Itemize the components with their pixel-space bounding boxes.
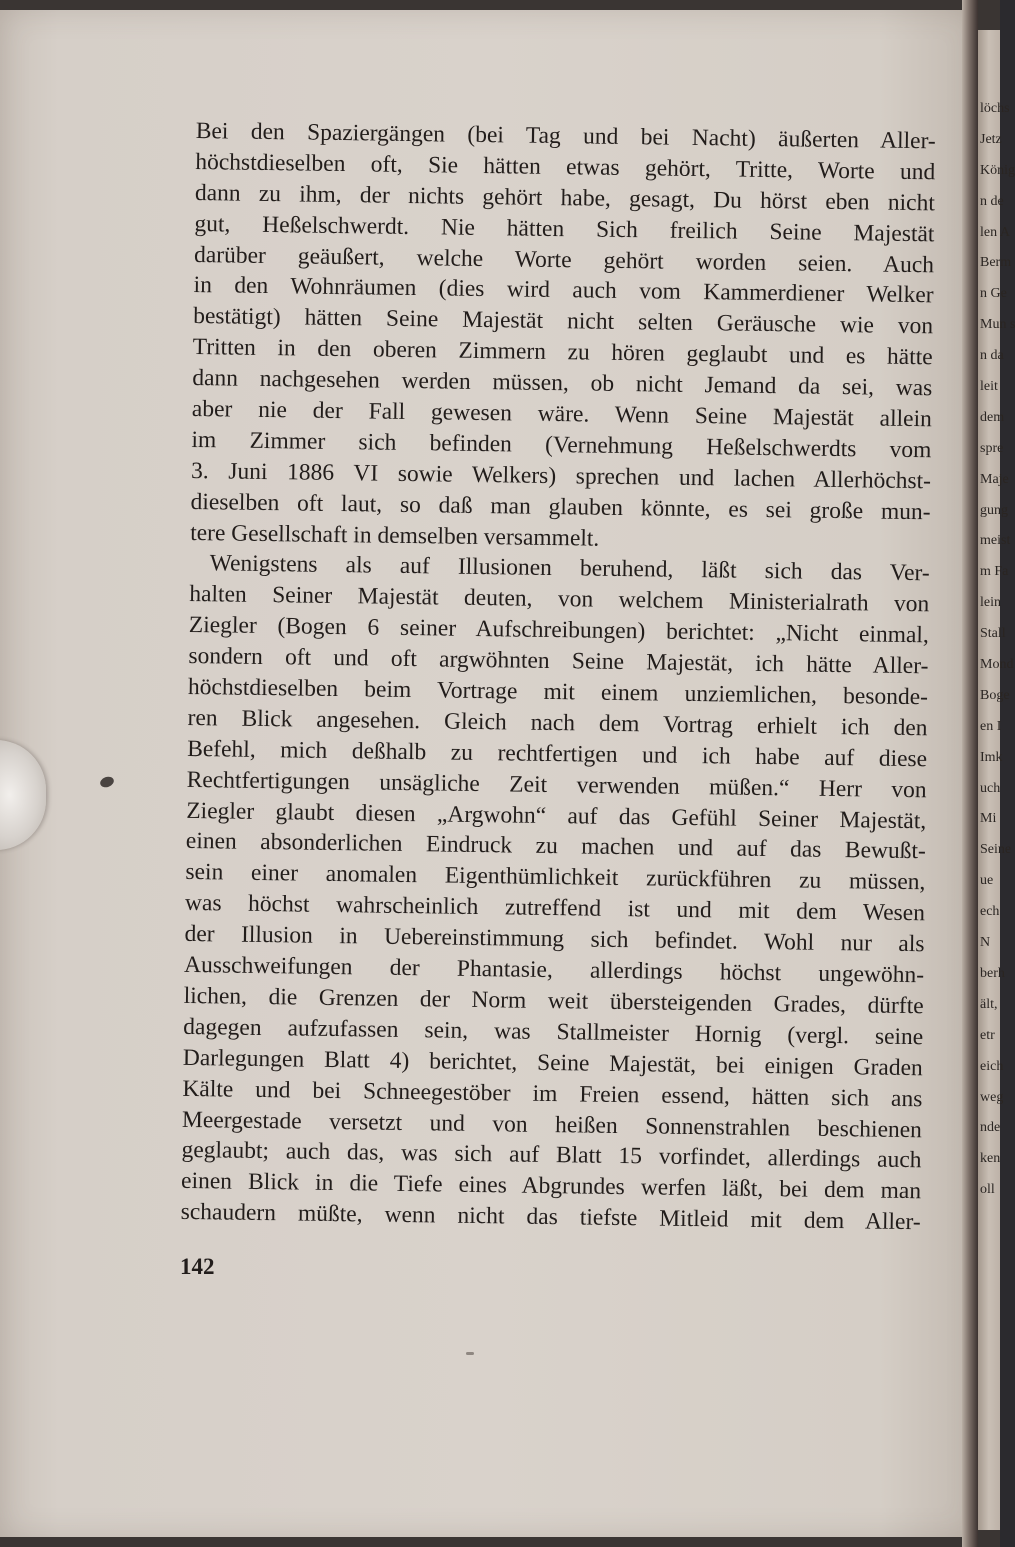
text-line: der Illusion in Uebereinstimmung sich befindet. Wohl nur als	[184, 921, 925, 958]
next-page-fragment: Imk	[980, 749, 1003, 765]
next-page-fragment: ält,	[980, 996, 998, 1012]
text-line: darüber geäußert, welche Worte gehört worden seien. Auch	[193, 241, 935, 278]
text-line: ren Blick angesehen. Gleich nach dem Vortrag erhielt ich den	[187, 704, 928, 742]
next-page-fragment: dem	[980, 409, 1005, 425]
paper-speck	[466, 1352, 474, 1355]
text-line: dieselben oft laut, so daß man glauben könnte, es sei große mun-	[190, 488, 931, 525]
next-page-edge	[978, 30, 1015, 1530]
next-page-fragment: lein	[980, 595, 1001, 611]
next-page-fragment: Jetz	[980, 131, 1002, 147]
next-page-fragment: König	[980, 162, 1015, 178]
next-page-fragment: Mun s	[980, 317, 1015, 333]
text-line: schaudern müßte, wenn nicht das tiefste Mitleid mit dem Aller-	[180, 1199, 921, 1236]
next-page-fragment: spre	[980, 440, 1004, 456]
next-page-fragment: Boge	[980, 687, 1010, 703]
ink-mark	[99, 775, 116, 789]
text-line: Bei den Spaziergängen (bei Tag und bei Nacht) äußerten Aller-	[195, 117, 936, 155]
next-page-fragment: weg	[980, 1089, 1004, 1105]
next-page-fragment: m Fa	[980, 564, 1009, 580]
text-line: einen absonderlichen Eindruck zu machen und auf das Bewußt-	[185, 828, 926, 865]
next-page-fragment: ken	[980, 1151, 1001, 1167]
next-page-fragment: len A	[980, 224, 1010, 240]
text-line: gut, Heßelschwerdt. Nie hätten Sich freilich Seine Majestät	[194, 210, 935, 247]
text-line: sein einer anomalen Eigenthümlichkeit zurückführen zu müssen,	[185, 859, 926, 896]
next-page-fragment: Maje	[980, 471, 1009, 487]
book-gutter	[962, 0, 978, 1547]
binder-ring	[0, 740, 46, 850]
next-page-fragment: Mi	[980, 811, 997, 827]
text-line: im Zimmer sich befinden (Vernehmung Heßelschwerdts vom	[191, 426, 932, 464]
next-page-fragment: eich	[980, 1058, 1004, 1074]
text-line: einen Blick in die Tiefe eines Abgrundes werfen läßt, bei dem man	[180, 1168, 922, 1205]
text-line: dagegen aufzufassen sein, was Stallmeister Hornig (vergl. seine	[183, 1013, 924, 1051]
text-line: dann nachgesehen werden müssen, ob nicht Jemand da sei, was	[192, 365, 933, 402]
next-page-fragment: ech	[980, 904, 1000, 920]
next-page-fragment: n de	[980, 193, 1004, 209]
text-line: dann zu ihm, der nichts gehört habe, gesagt, Du hörst eben nicht	[194, 179, 936, 217]
next-page-fragment: N	[980, 935, 991, 951]
next-page-fragment: meist	[980, 533, 1011, 549]
text-line: aber nie der Fall gewesen wäre. Wenn Seine Majestät allein	[191, 395, 933, 433]
text-line: Wenigstens als auf Illusionen beruhend, läßt sich das Ver-	[209, 550, 930, 587]
text-line: Ausschweifungen der Phantasie, allerdings höchst ungewöhn-	[183, 951, 925, 989]
next-page-fragment: berh	[980, 965, 1005, 981]
next-page-fragment: en I	[980, 718, 1002, 734]
text-line: Befehl, mich deßhalb zu rechtfertigen und ich habe auf diese	[186, 735, 928, 773]
text-line: geglaubt; auch das, was sich auf Blatt 15 vorfindet, allerdings auch	[181, 1137, 922, 1174]
text-line: in den Wohnräumen (dies wird auch vom Kammerdiener Welker	[193, 272, 934, 309]
text-line: höchstdieselben oft, Sie hätten etwas gehört, Tritte, Worte und	[195, 148, 936, 186]
text-line: Ziegler glaubt diesen „Argwohn“ auf das Gefühl Seiner Majestät,	[186, 797, 927, 834]
text-line: tere Gesellschaft in demselben versammelt.	[190, 519, 600, 552]
text-line: lichen, die Grenzen der Norm weit übersteigenden Grades, dürfte	[183, 982, 924, 1020]
next-page-fragment: gung	[980, 502, 1008, 518]
text-line: Rechtfertigungen unsägliche Zeit verwenden müßen.“ Herr von	[186, 766, 927, 803]
text-line: halten Seiner Majestät deuten, von welchem Ministerialrath von	[189, 581, 930, 618]
page-number: 142	[180, 1254, 215, 1279]
next-page-fragment: n da	[980, 348, 1004, 364]
text-line: was höchst wahrscheinlich zutreffend ist und mit dem Wesen	[184, 890, 926, 927]
next-page-fragment: Mond	[980, 657, 1014, 673]
next-page-fragment: n Ge	[980, 286, 1007, 302]
next-page-fragment: löchs	[980, 101, 1010, 116]
next-page-fragment: leit	[980, 379, 998, 395]
body-text	[180, 116, 935, 1238]
next-page-fragment: nde	[980, 1120, 1001, 1136]
text-line: Kälte und bei Schneegestöber im Freien essend, hätten sich ans	[182, 1075, 923, 1112]
text-line: bestätigt) hätten Seine Majestät nicht selten Geräusche wie von	[193, 303, 934, 340]
next-page-fragment: etr	[980, 1027, 995, 1043]
next-page-fragment: uch	[980, 780, 1001, 796]
text-line: Darlegungen Blatt 4) berichtet, Seine Majestät, bei einigen Graden	[182, 1044, 923, 1081]
next-page-fragment: Stall	[980, 626, 1006, 642]
next-page-fragment: Seine	[980, 842, 1012, 858]
text-line: höchstdieselben beim Vortrage mit einem unziemlichen, besonde-	[187, 673, 929, 711]
text-line: 3. Juni 1886 VI sowie Welkers) sprechen und lachen Allerhöchst-	[190, 457, 932, 495]
next-page-fragment: oll	[980, 1182, 995, 1198]
text-line: Meergestade versetzt und von heißen Sonnenstrahlen beschienen	[181, 1106, 923, 1143]
next-page-fragment: Berm	[980, 255, 1012, 271]
text-line: Ziegler (Bogen 6 seiner Aufschreibungen) berichtet: „Nicht einmal,	[188, 612, 929, 649]
next-page-fragment: ue	[980, 873, 994, 889]
text-line: Tritten in den oberen Zimmern zu hören geglaubt und es hätte	[192, 334, 933, 371]
next-page-fragments	[978, 94, 1015, 1206]
text-line: sondern oft und oft argwöhnten Seine Majestät, ich hätte Aller-	[188, 643, 929, 680]
book-page	[0, 10, 976, 1537]
